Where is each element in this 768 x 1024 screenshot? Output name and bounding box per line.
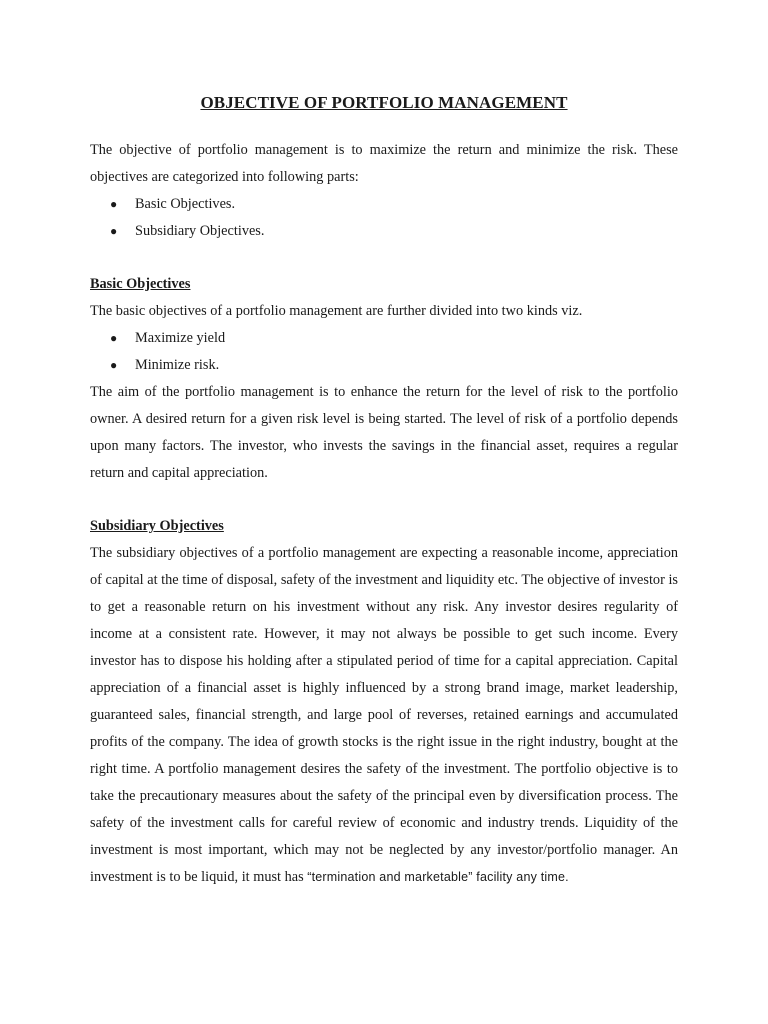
- basic-bullet-list: [90, 325, 678, 379]
- basic-objectives-paragraph: The aim of the portfolio management is to enhance the return for the level of risk to the portfolio owner. A desired return for a given risk level is being started. The level of risk of a portfolio depends upon many factors. The investor, who invests the savings in the financial asset, requires a regular return and capital appreciation.: [90, 384, 678, 481]
- bullet-icon: ●: [110, 331, 118, 345]
- list-item: ● Subsidiary Objectives.: [135, 218, 678, 245]
- list-item: ● Minimize risk.: [135, 352, 678, 379]
- intro-paragraph: The objective of portfolio management is to maximize the return and minimize the risk. These objectives are categorized into following parts:: [90, 142, 678, 185]
- document-title: OBJECTIVE OF PORTFOLIO MANAGEMENT: [200, 93, 568, 112]
- basic-objectives-lead: The basic objectives of a portfolio management are further divided into two kinds viz.: [90, 303, 583, 319]
- bullet-icon: ●: [110, 358, 118, 372]
- intro-bullet-list: [90, 191, 678, 245]
- basic-objectives-heading: Basic Objectives: [90, 276, 191, 292]
- subsidiary-objectives-heading: Subsidiary Objectives: [90, 518, 224, 534]
- bullet-icon: ●: [110, 224, 118, 238]
- document-body: [90, 137, 678, 891]
- list-item: ● Maximize yield: [135, 325, 678, 352]
- subsidiary-tail: “termination and marketable” facility any time.: [307, 870, 569, 884]
- subsidiary-objectives-paragraph: The subsidiary objectives of a portfolio management are expecting a reasonable income, appreciation of capital at the time of disposal, safety of the investment and liquidity etc. The objective of investor is to get a reasonable return on his investment without any risk. Any investor desires regularity of income at a consistent rate. However, it may not always be possible to get such income. Every investor has to dispose his holding after a stipulated period of time for a capital appreciation. Capital appreciation of a financial asset is highly influenced by a strong brand image, market leadership, guaranteed sales, financial strength, and large pool of reverses, retained earnings and accumulated profits of the company. The idea of growth stocks is the right issue in the right industry, bought at the right time. A portfolio management desires the safety of the investment. The portfolio objective is to take the precautionary measures about the safety of the principal even by diversification process. The safety of the investment calls for careful review of economic and industry trends. Liquidity of the investment is most important, which may not be neglected by any investor/portfolio manager. An investment is to be liquid, it must has “termination and marketable” facility any time.: [90, 545, 678, 885]
- bullet-icon: ●: [110, 197, 118, 211]
- list-item: ● Basic Objectives.: [135, 191, 678, 218]
